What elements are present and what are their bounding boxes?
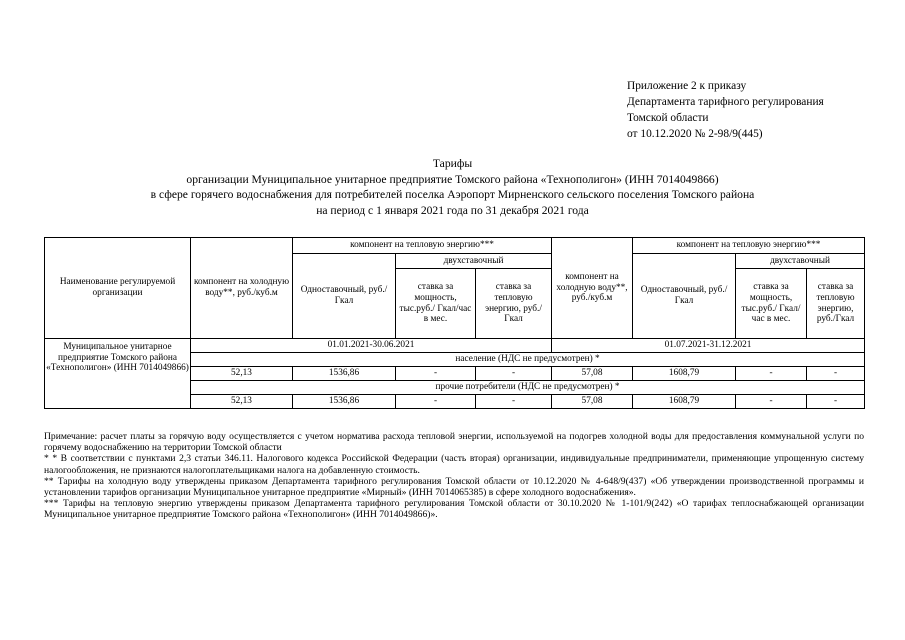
title-line: организации Муниципальное унитарное предприятие Томского района «Технополигон» (ИНН 7014049866) — [186, 172, 719, 186]
table-cell: - — [736, 367, 807, 381]
table-cell: - — [807, 395, 865, 409]
table-cell: - — [396, 395, 476, 409]
header-thermal: компонент на тепловую энергию*** — [633, 238, 865, 254]
title-line: в сфере горячего водоснабжения для потребителей поселка Аэропорт Мирненского сельского поселения Томского района — [150, 188, 755, 201]
header-cold-water: компонент на холодную воду**, руб./куб.м — [552, 238, 633, 339]
table-cell: - — [736, 395, 807, 409]
note-paragraph: ** Тарифы на холодную воду утверждены приказом Департамента тарифного регулирования Томской области от 10.12.2020 № 4-648/9(437) «Об утверждении производственной программы и установлении тарифов организации Муниципальное унитарное предприятие «Мирный» (ИНН 7014065385) в сфере холодного водоснабжения». — [44, 475, 864, 499]
appendix-line: Приложение 2 к приказу — [627, 80, 747, 92]
table-cell: - — [807, 367, 865, 381]
header-thermal: компонент на тепловую энергию*** — [293, 238, 552, 254]
appendix-line: Департамента тарифного регулирования — [627, 96, 824, 108]
table-cell: 52,13 — [191, 395, 293, 409]
table-cell: 1536,86 — [293, 367, 396, 381]
header-capacity-rate: ставка за мощность, тыс.руб./ Гкал/час в мес. — [736, 269, 807, 339]
header-single-rate: Одноставочный, руб./Гкал — [633, 254, 736, 339]
header-energy-rate: ставка за тепловую энергию, руб./Гкал — [476, 269, 552, 339]
header-two-rate: двухставочный — [396, 254, 552, 269]
document-title — [40, 156, 865, 218]
consumer-group-population: население (НДС не предусмотрен) * — [191, 353, 865, 367]
appendix-reference — [627, 78, 897, 142]
header-cold-water: компонент на холодную воду**, руб./куб.м — [191, 238, 293, 339]
table-cell: 1536,86 — [293, 395, 396, 409]
table-cell: - — [396, 367, 476, 381]
header-single-rate: Одноставочный, руб./Гкал — [293, 254, 396, 339]
table-cell: 57,08 — [552, 367, 633, 381]
tariff-table — [44, 237, 865, 409]
table-cell: 52,13 — [191, 367, 293, 381]
header-two-rate: двухставочный — [736, 254, 865, 269]
title-heading: Тарифы — [432, 157, 473, 170]
period-cell: 01.01.2021-30.06.2021 — [191, 339, 552, 353]
table-cell: - — [476, 367, 552, 381]
table-cell: - — [476, 395, 552, 409]
note-paragraph: * * В соответствии с пунктами 2,3 статьи 346.11. Налогового кодекса Российской Федерации (часть вторая) организации, индивидуальные предприниматели, применяющие упрощенную систему налогообложения, не признаются налогоплательщиками налога на добавленную стоимость. — [44, 453, 864, 476]
note-paragraph: Примечание: расчет платы за горячую воду осуществляется с учетом норматива расхода тепловой энергии, используемой на подогрев холодной воды для предоставления коммунальной услуги по горячему водоснабжению на территории Томской области — [44, 431, 864, 454]
table-cell: 1608,79 — [633, 367, 736, 381]
period-cell: 01.07.2021-31.12.2021 — [552, 339, 865, 353]
header-org-name: Наименование регулируемой организации — [45, 238, 191, 339]
table-cell: 1608,79 — [633, 395, 736, 409]
appendix-line: Томской области — [627, 112, 709, 124]
consumer-group-other: прочие потребители (НДС не предусмотрен) * — [191, 381, 865, 395]
header-energy-rate: ставка за тепловую энергию, руб./Гкал — [807, 269, 865, 339]
title-line: на период с 1 января 2021 года по 31 декабря 2021 года — [316, 203, 589, 217]
note-paragraph: *** Тарифы на тепловую энергию утверждены приказом Департамента тарифного регулирования Томской области от 30.10.2020 № 1-101/9(242) «О тарифах теплоснабжающей организации Муниципальное унитарное предприятие Томского района «Технополигон» (ИНН 7014049866)». — [44, 498, 864, 521]
header-capacity-rate: ставка за мощность, тыс.руб./ Гкал/час в мес. — [396, 269, 476, 339]
org-name-cell: Муниципальное унитарное предприятие Томского района «Технополигон» (ИНН 7014049866) — [45, 339, 191, 409]
table-cell: 57,08 — [552, 395, 633, 409]
footnotes — [44, 431, 864, 521]
appendix-line: от 10.12.2020 № 2-98/9(445) — [627, 128, 763, 140]
